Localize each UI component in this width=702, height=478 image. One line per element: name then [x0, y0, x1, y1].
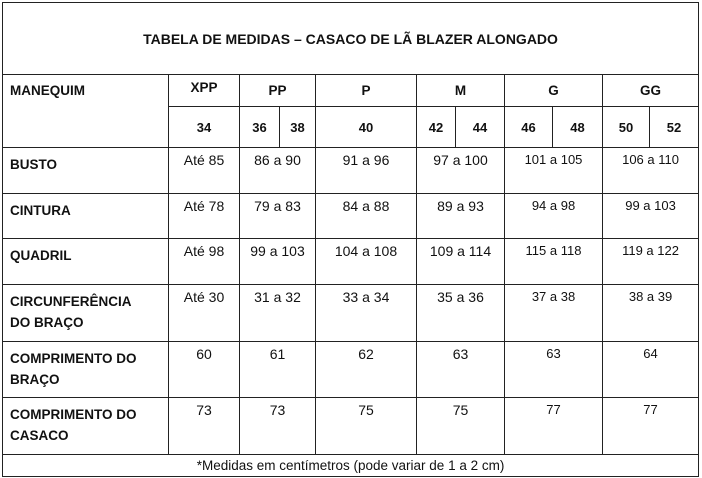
value-cell: Até 30	[169, 285, 240, 342]
value-cell: 64	[603, 342, 699, 398]
row-label-line: DO BRAÇO	[10, 315, 84, 330]
row-label-line: CASACO	[10, 428, 69, 443]
value-cell: 35 a 36	[417, 285, 505, 342]
value-cell: 77	[603, 398, 699, 455]
table-row-quadril	[3, 239, 699, 285]
value-cell: 79 a 83	[240, 194, 316, 239]
value-cell: 63	[505, 342, 603, 398]
size-header-pp: PP	[240, 75, 316, 107]
size-header-gg: GG	[603, 75, 699, 107]
value-cell: 101 a 105	[505, 148, 603, 194]
value-cell: 75	[316, 398, 417, 455]
value-cell: 33 a 34	[316, 285, 417, 342]
value-cell: 99 a 103	[240, 239, 316, 285]
size-number-50: 50	[603, 107, 650, 148]
row-label-line: COMPRIMENTO DO	[10, 407, 137, 422]
row-label: QUADRIL	[3, 239, 169, 285]
row-label	[3, 285, 169, 342]
value-cell: 61	[240, 342, 316, 398]
row-label: CINTURA	[3, 194, 169, 239]
value-cell: 63	[417, 342, 505, 398]
row-label-line: BRAÇO	[10, 372, 60, 387]
value-cell: Até 85	[169, 148, 240, 194]
row-label: BUSTO	[3, 148, 169, 194]
value-cell: 31 a 32	[240, 285, 316, 342]
size-number-46: 46	[505, 107, 553, 148]
value-cell: 73	[240, 398, 316, 455]
table-row-busto	[3, 148, 699, 194]
row-label-line: COMPRIMENTO DO	[10, 351, 137, 366]
table-row-comprimento-casaco	[3, 398, 699, 455]
value-cell: 106 a 110	[603, 148, 699, 194]
value-cell: Até 78	[169, 194, 240, 239]
table-title: TABELA DE MEDIDAS – CASACO DE LÃ BLAZER ALONGADO	[3, 3, 699, 75]
row-label	[3, 398, 169, 455]
size-header-g: G	[505, 75, 603, 107]
manequim-header: MANEQUIM	[3, 75, 169, 148]
table-row-comprimento-braco	[3, 342, 699, 398]
value-cell: 115 a 118	[505, 239, 603, 285]
value-cell: 37 a 38	[505, 285, 603, 342]
size-number-38: 38	[280, 107, 316, 148]
table-row-circunferencia-braco	[3, 285, 699, 342]
value-cell: 94 a 98	[505, 194, 603, 239]
value-cell: 75	[417, 398, 505, 455]
value-cell: 97 a 100	[417, 148, 505, 194]
value-cell: Até 98	[169, 239, 240, 285]
value-cell: 73	[169, 398, 240, 455]
size-number-34: 34	[169, 107, 240, 148]
value-cell: 109 a 114	[417, 239, 505, 285]
size-header-p: P	[316, 75, 417, 107]
value-cell: 119 a 122	[603, 239, 699, 285]
value-cell: 86 a 90	[240, 148, 316, 194]
size-chart-table	[2, 2, 699, 477]
size-number-40: 40	[316, 107, 417, 148]
value-cell: 38 a 39	[603, 285, 699, 342]
size-header-xpp: XPP	[169, 75, 240, 107]
size-number-48: 48	[553, 107, 603, 148]
size-number-36: 36	[240, 107, 280, 148]
value-cell: 104 a 108	[316, 239, 417, 285]
size-number-42: 42	[417, 107, 456, 148]
footnote: *Medidas em centímetros (pode variar de 1 a 2 cm)	[3, 455, 699, 477]
row-label	[3, 342, 169, 398]
size-number-44: 44	[456, 107, 505, 148]
value-cell: 62	[316, 342, 417, 398]
value-cell: 89 a 93	[417, 194, 505, 239]
size-header-m: M	[417, 75, 505, 107]
row-label-line: CIRCUNFERÊNCIA	[10, 294, 132, 309]
table-row-cintura	[3, 194, 699, 239]
value-cell: 99 a 103	[603, 194, 699, 239]
value-cell: 91 a 96	[316, 148, 417, 194]
size-number-52: 52	[650, 107, 699, 148]
value-cell: 60	[169, 342, 240, 398]
value-cell: 84 a 88	[316, 194, 417, 239]
value-cell: 77	[505, 398, 603, 455]
